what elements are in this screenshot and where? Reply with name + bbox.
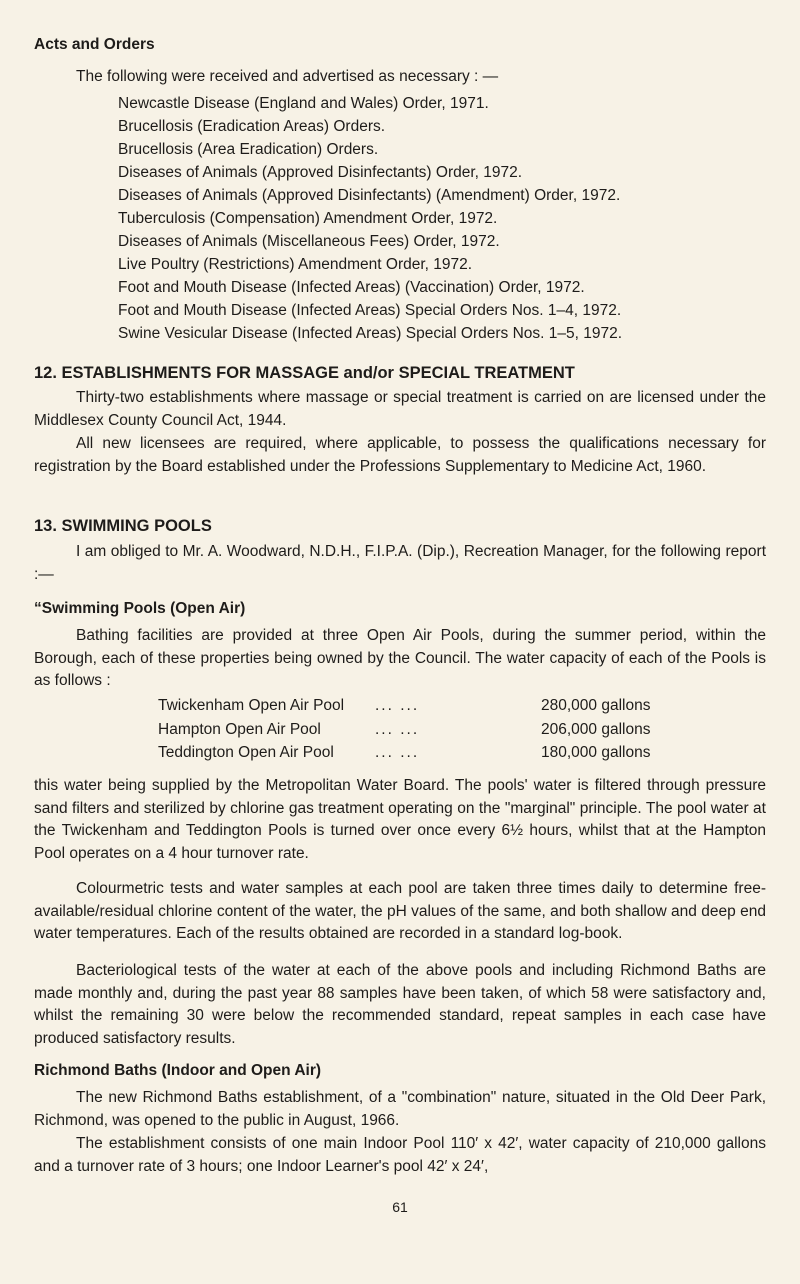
richmond-baths-subheading: Richmond Baths (Indoor and Open Air) — [34, 1062, 322, 1079]
order-item: Diseases of Animals (Approved Disinfectants) (Amendment) Order, 1972. — [118, 187, 621, 204]
bathing-paragraph: Bathing facilities are provided at three Open Air Pools, during the summer period, within the Borough, each of these properties being owned by the Council. The water capacity of each of the Pools is as follows : — [34, 627, 766, 690]
acts-heading: Acts and Orders — [34, 36, 155, 53]
colourmetric-paragraph: Colourmetric tests and water samples at each pool are taken three times daily to determine free-available/residual chlorine content of the water, the pH values of the same, and both shallow and deep end water temperatures. Each of the results obtained are recorded in a standard log-book. — [34, 880, 766, 943]
section-12-heading: 12. ESTABLISHMENTS FOR MASSAGE and/or SPECIAL TREATMENT — [34, 364, 575, 382]
bacteriological-paragraph: Bacteriological tests of the water at each of the above pools and including Richmond Baths are made monthly and, during the past year 88 samples have been taken, of which 58 were satisfactory and, whilst the remaining 30 were below the recommended standard, repeat samples in each case have produced satisfactory results. — [34, 962, 766, 1048]
order-item: Foot and Mouth Disease (Infected Areas) (Vaccination) Order, 1972. — [118, 279, 585, 296]
order-item: Newcastle Disease (England and Wales) Order, 1971. — [118, 95, 489, 112]
pool-capacity: 180,000 gallons — [541, 744, 651, 761]
section-13-intro: I am obliged to Mr. A. Woodward, N.D.H., F.I.P.A. (Dip.), Recreation Manager, for the following report :— — [34, 543, 766, 583]
order-item: Live Poultry (Restrictions) Amendment Order, 1972. — [118, 256, 473, 273]
pool-capacity: 206,000 gallons — [541, 721, 651, 738]
pool-name: Teddington Open Air Pool — [158, 744, 334, 761]
establishment-paragraph: The establishment consists of one main Indoor Pool 110′ x 42′, water capacity of 210,000 gallons and a turnover rate of 3 hours; one Indoor Learner's pool 42′ x 24′, — [34, 1135, 766, 1175]
leader-dots: ... ... — [375, 721, 420, 738]
order-item: Diseases of Animals (Approved Disinfectants) Order, 1972. — [118, 164, 523, 181]
pool-capacity: 280,000 gallons — [541, 697, 651, 714]
richmond-paragraph: The new Richmond Baths establishment, of a "combination" nature, situated in the Old Deer Park, Richmond, was opened to the public in August, 1966. — [34, 1089, 766, 1129]
order-item: Tuberculosis (Compensation) Amendment Order, 1972. — [118, 210, 498, 227]
pool-name: Hampton Open Air Pool — [158, 721, 321, 738]
order-item: Brucellosis (Eradication Areas) Orders. — [118, 118, 386, 135]
page-number: 61 — [392, 1199, 408, 1215]
swimming-pools-open-air-subheading: “Swimming Pools (Open Air) — [34, 600, 246, 617]
order-item: Swine Vesicular Disease (Infected Areas) Special Orders Nos. 1–5, 1972. — [118, 325, 623, 342]
acts-intro: The following were received and advertised as necessary : — — [76, 68, 499, 85]
leader-dots: ... ... — [375, 744, 420, 761]
section-13-heading: 13. SWIMMING POOLS — [34, 517, 212, 535]
section-12-paragraph-1: Thirty-two establishments where massage or special treatment is carried on are licensed under the Middlesex County Council Act, 1944. — [34, 389, 766, 429]
order-item: Diseases of Animals (Miscellaneous Fees) Order, 1972. — [118, 233, 500, 250]
order-item: Brucellosis (Area Eradication) Orders. — [118, 141, 379, 158]
water-supply-paragraph: this water being supplied by the Metropolitan Water Board. The pools' water is filtered through pressure sand filters and sterilized by chlorine gas treatment operating on the "marginal" principle. The pool water at the Twickenham and Teddington Pools is turned over once every 6½ hours, whilst that at the Hampton Pool operates on a 4 hour turnover rate. — [34, 777, 766, 863]
leader-dots: ... ... — [375, 697, 420, 714]
order-item: Foot and Mouth Disease (Infected Areas) Special Orders Nos. 1–4, 1972. — [118, 302, 622, 319]
pool-name: Twickenham Open Air Pool — [158, 697, 345, 714]
section-12-paragraph-2: All new licensees are required, where applicable, to possess the qualifications necessary for registration by the Board established under the Professions Supplementary to Medicine Act, 1960. — [34, 435, 766, 475]
